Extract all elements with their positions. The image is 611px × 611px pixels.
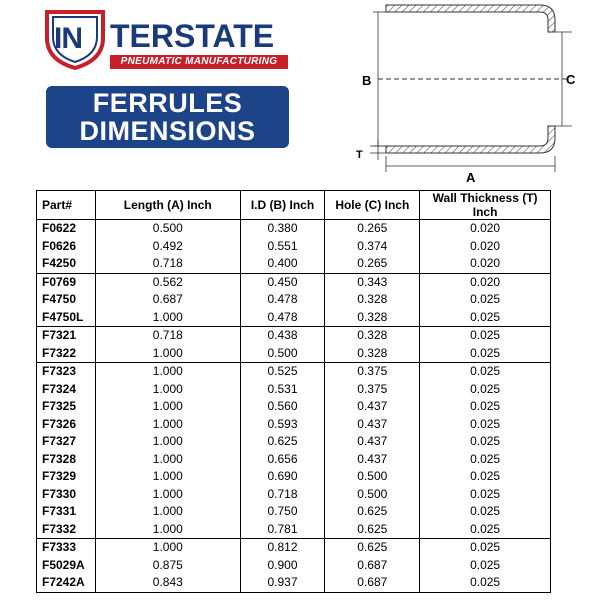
cell-wall-thickness: 0.025: [420, 345, 551, 363]
cell-length: 1.000: [95, 433, 240, 451]
cell-id: 0.900: [240, 557, 325, 575]
table-row: [37, 398, 551, 416]
cell-id: 0.551: [240, 238, 325, 256]
cell-hole: 0.328: [325, 309, 420, 327]
header-length: Length (A) Inch: [95, 191, 240, 220]
cell-part: F7325: [37, 398, 96, 416]
cell-part: F0626: [37, 238, 96, 256]
cell-length: 1.000: [95, 309, 240, 327]
cell-id: 0.656: [240, 451, 325, 469]
cell-length: 0.687: [95, 291, 240, 309]
cell-hole: 0.625: [325, 539, 420, 557]
cell-id: 0.625: [240, 433, 325, 451]
cell-wall-thickness: 0.025: [420, 363, 551, 381]
cell-part: F7327: [37, 433, 96, 451]
cell-id: 0.438: [240, 327, 325, 345]
table-row: [37, 486, 551, 504]
ferrule-diagram: [350, 0, 611, 185]
title-banner: [46, 86, 289, 148]
cell-id: 0.718: [240, 486, 325, 504]
cell-wall-thickness: 0.025: [420, 327, 551, 345]
table-row: [37, 416, 551, 434]
cell-hole: 0.500: [325, 486, 420, 504]
table-row: [37, 468, 551, 486]
ferrule-dimensions-table: [36, 190, 551, 593]
cell-wall-thickness: 0.025: [420, 309, 551, 327]
cell-wall-thickness: 0.020: [420, 238, 551, 256]
title-line-1: FERRULES: [92, 88, 243, 118]
table-row: [37, 433, 551, 451]
cell-hole: 0.437: [325, 433, 420, 451]
table-header-row: [37, 191, 551, 220]
cell-length: 0.562: [95, 273, 240, 291]
cell-part: F4750: [37, 291, 96, 309]
cell-part: F4750L: [37, 309, 96, 327]
cell-part: F4250: [37, 255, 96, 273]
cell-wall-thickness: 0.020: [420, 255, 551, 273]
table-row: [37, 539, 551, 557]
cell-wall-thickness: 0.025: [420, 539, 551, 557]
table-row: [37, 327, 551, 345]
table-row: [37, 451, 551, 469]
cell-length: 1.000: [95, 381, 240, 399]
cell-wall-thickness: 0.025: [420, 381, 551, 399]
table-row: [37, 273, 551, 291]
cell-length: 0.843: [95, 574, 240, 592]
logo-in-text: IN: [54, 22, 82, 55]
logo-terstate-text: TERSTATE: [110, 18, 275, 54]
cell-wall-thickness: 0.025: [420, 451, 551, 469]
cell-hole: 0.500: [325, 468, 420, 486]
cell-id: 0.812: [240, 539, 325, 557]
cell-hole: 0.437: [325, 451, 420, 469]
cell-length: 1.000: [95, 451, 240, 469]
ferrule-bottom-wall: [386, 126, 555, 153]
cell-hole: 0.328: [325, 327, 420, 345]
table-row: [37, 363, 551, 381]
cell-length: 1.000: [95, 503, 240, 521]
cell-part: F7321: [37, 327, 96, 345]
cell-part: F7331: [37, 503, 96, 521]
cell-id: 0.593: [240, 416, 325, 434]
table-row: [37, 574, 551, 592]
cell-id: 0.560: [240, 398, 325, 416]
cell-part: F7324: [37, 381, 96, 399]
cell-hole: 0.625: [325, 503, 420, 521]
cell-part: F0622: [37, 220, 96, 238]
cell-hole: 0.328: [325, 345, 420, 363]
table-row: [37, 503, 551, 521]
cell-length: 0.875: [95, 557, 240, 575]
table-body: [37, 220, 551, 593]
cell-part: F7242A: [37, 574, 96, 592]
cell-wall-thickness: 0.025: [420, 521, 551, 539]
cell-part: F7323: [37, 363, 96, 381]
table-row: [37, 220, 551, 238]
header-id: I.D (B) Inch: [240, 191, 325, 220]
cell-id: 0.531: [240, 381, 325, 399]
cell-id: 0.400: [240, 255, 325, 273]
cell-wall-thickness: 0.025: [420, 433, 551, 451]
table-row: [37, 521, 551, 539]
header-part: Part#: [37, 191, 96, 220]
cell-hole: 0.437: [325, 416, 420, 434]
table-row: [37, 345, 551, 363]
cell-wall-thickness: 0.025: [420, 416, 551, 434]
header-hole: Hole (C) Inch: [325, 191, 420, 220]
ferrule-top-wall: [386, 5, 555, 32]
interstate-logo: [44, 8, 289, 70]
cell-length: 1.000: [95, 363, 240, 381]
table-row: [37, 309, 551, 327]
cell-wall-thickness: 0.020: [420, 220, 551, 238]
cell-wall-thickness: 0.025: [420, 291, 551, 309]
table-row: [37, 291, 551, 309]
cell-length: 1.000: [95, 521, 240, 539]
cell-hole: 0.343: [325, 273, 420, 291]
label-a: A: [466, 170, 476, 185]
cell-length: 0.718: [95, 327, 240, 345]
cell-hole: 0.375: [325, 381, 420, 399]
cell-hole: 0.374: [325, 238, 420, 256]
cell-id: 0.478: [240, 309, 325, 327]
cell-wall-thickness: 0.025: [420, 468, 551, 486]
label-c: C: [566, 72, 576, 87]
cell-length: 0.500: [95, 220, 240, 238]
cell-hole: 0.375: [325, 363, 420, 381]
cell-length: 1.000: [95, 416, 240, 434]
cell-id: 0.525: [240, 363, 325, 381]
cell-part: F7328: [37, 451, 96, 469]
cell-id: 0.478: [240, 291, 325, 309]
title-line-2: DIMENSIONS: [79, 116, 256, 146]
cell-hole: 0.687: [325, 574, 420, 592]
cell-length: 1.000: [95, 345, 240, 363]
table-row: [37, 238, 551, 256]
cell-length: 0.718: [95, 255, 240, 273]
table-row: [37, 255, 551, 273]
cell-part: F7330: [37, 486, 96, 504]
cell-wall-thickness: 0.025: [420, 557, 551, 575]
cell-length: 1.000: [95, 486, 240, 504]
cell-part: F7329: [37, 468, 96, 486]
cell-id: 0.781: [240, 521, 325, 539]
header-wall-thickness: Wall Thickness (T) Inch: [420, 191, 551, 220]
cell-length: 1.000: [95, 468, 240, 486]
cell-id: 0.690: [240, 468, 325, 486]
cell-part: F7333: [37, 539, 96, 557]
cell-hole: 0.687: [325, 557, 420, 575]
cell-wall-thickness: 0.025: [420, 398, 551, 416]
cell-wall-thickness: 0.020: [420, 273, 551, 291]
cell-id: 0.380: [240, 220, 325, 238]
cell-wall-thickness: 0.025: [420, 503, 551, 521]
cell-id: 0.500: [240, 345, 325, 363]
cell-id: 0.450: [240, 273, 325, 291]
cell-hole: 0.625: [325, 521, 420, 539]
label-b: B: [362, 73, 372, 88]
cell-wall-thickness: 0.025: [420, 574, 551, 592]
cell-wall-thickness: 0.025: [420, 486, 551, 504]
cell-part: F0769: [37, 273, 96, 291]
cell-length: 1.000: [95, 398, 240, 416]
cell-length: 0.492: [95, 238, 240, 256]
cell-hole: 0.265: [325, 220, 420, 238]
cell-part: F5029A: [37, 557, 96, 575]
cell-hole: 0.328: [325, 291, 420, 309]
cell-id: 0.750: [240, 503, 325, 521]
cell-part: F7326: [37, 416, 96, 434]
cell-hole: 0.265: [325, 255, 420, 273]
logo-subtitle: PNEUMATIC MANUFACTURING: [110, 55, 288, 69]
cell-id: 0.937: [240, 574, 325, 592]
label-t: T: [356, 149, 363, 161]
table-row: [37, 381, 551, 399]
table-row: [37, 557, 551, 575]
cell-length: 1.000: [95, 539, 240, 557]
cell-part: F7322: [37, 345, 96, 363]
cell-part: F7332: [37, 521, 96, 539]
cell-hole: 0.437: [325, 398, 420, 416]
